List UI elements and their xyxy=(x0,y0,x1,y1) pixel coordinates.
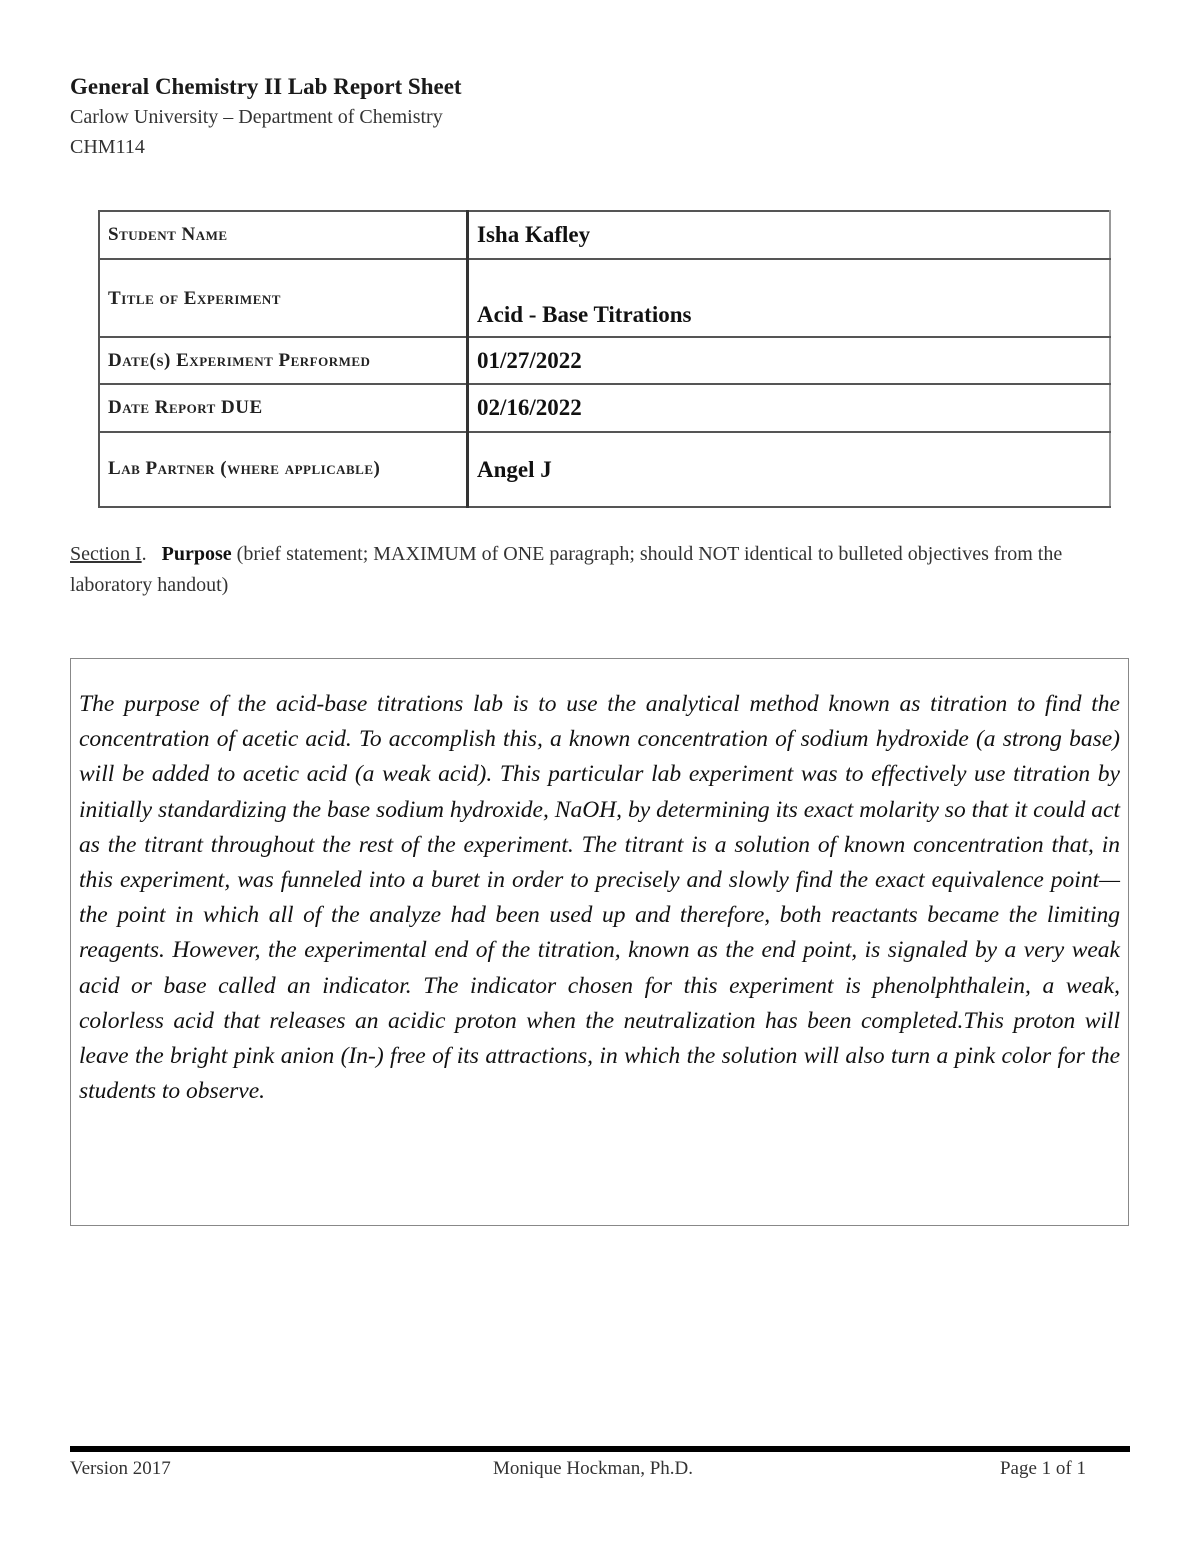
section-label: Section I xyxy=(70,543,142,565)
purpose-box xyxy=(70,658,1129,1226)
purpose-paragraph: The purpose of the acid-base titrations lab is to use the analytical method known as titration to find the concentration of acetic acid. To accomplish this, a known concentration of sodium hydroxide (a strong base) will be added to acetic acid (a weak acid). This particular lab experiment was to effectively use titration by initially standardizing the base sodium hydroxide, NaOH, by determining its exact molarity so that it could act as the titrant throughout the rest of the experiment. The titrant is a solution of known concentration that, in this experiment, was funneled into a buret in order to precisely and slowly find the exact equivalence point—the point in which all of the analyze had been used up and therefore, both reactants became the limiting reagents. However, the experimental end of the titration, known as the end point, is signaled by a very weak acid or base called an indicator. The indicator chosen for this experiment is phenolphthalein, a weak, colorless acid that releases an acidic proton when the neutralization has been completed.This proton will leave the bright pink anion (In-) free of its attractions, in which the solution will also turn a pink color for the students to observe. xyxy=(79,691,1120,1105)
document-title: General Chemistry II Lab Report Sheet xyxy=(70,74,462,99)
footer-version: Version 2017 xyxy=(70,1458,171,1479)
date-due-value: 02/16/2022 xyxy=(468,384,1111,432)
table-row xyxy=(99,384,1110,432)
student-name-value: Isha Kafley xyxy=(468,211,1111,259)
footer-author: Monique Hockman, Ph.D. xyxy=(493,1458,694,1479)
section-heading: Section I. Purpose (brief statement; MAXIMUM of ONE paragraph; should NOT identical to bulleted objectives from the laboratory handout) xyxy=(70,543,1063,596)
department-line: Carlow University – Department of Chemistry xyxy=(70,106,443,128)
section-instructions: (brief statement; MAXIMUM of ONE paragraph; should NOT identical to bulleted objectives from the laboratory handout) xyxy=(70,543,1063,596)
table-row xyxy=(99,432,1110,507)
experiment-title-value: Acid - Base Titrations xyxy=(468,259,1111,337)
date-performed-label: Date(s) Experiment Performed xyxy=(99,337,468,384)
purpose-heading: Purpose xyxy=(161,543,232,565)
course-code: CHM114 xyxy=(70,136,145,158)
student-name-label: Student Name xyxy=(99,211,468,259)
date-performed-value: 01/27/2022 xyxy=(468,337,1111,384)
experiment-info-table xyxy=(98,210,1111,508)
experiment-title-label: Title of Experiment xyxy=(99,259,468,337)
footer-divider xyxy=(70,1446,1130,1452)
lab-partner-label: Lab Partner (where applicable) xyxy=(99,432,468,507)
document-header xyxy=(70,72,462,162)
table-row xyxy=(99,259,1110,337)
date-due-label: Date Report DUE xyxy=(99,384,468,432)
table-row xyxy=(99,211,1110,259)
table-row xyxy=(99,337,1110,384)
lab-partner-value: Angel J xyxy=(468,432,1111,507)
footer-page-number: Page 1 of 1 xyxy=(999,1458,1086,1479)
